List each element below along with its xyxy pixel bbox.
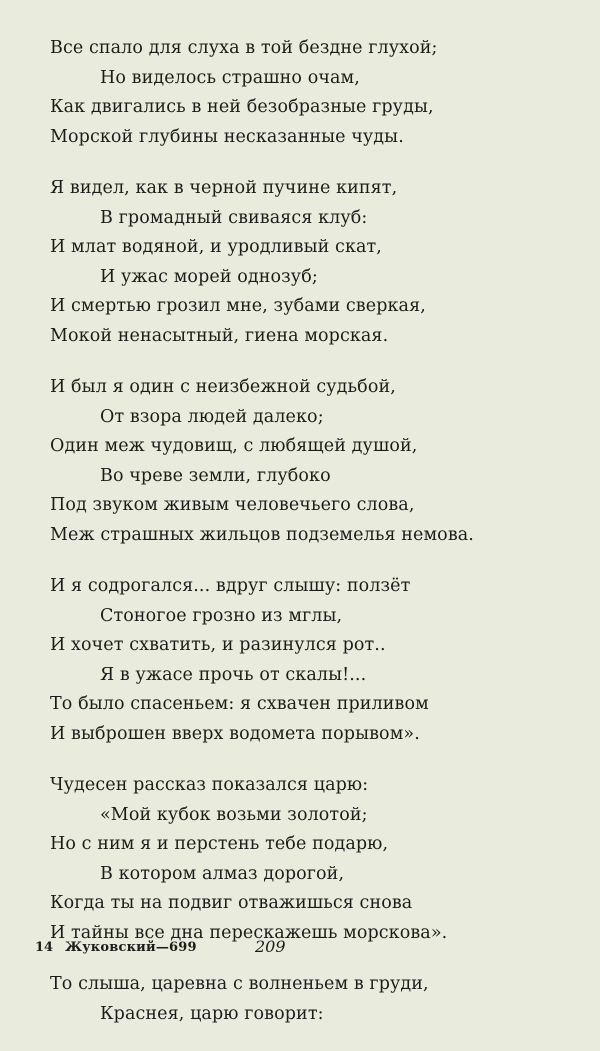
verse-line: Краснея, царю говорит: [100, 1003, 324, 1024]
stanza [50, 174, 580, 351]
verse-line: Как двигались в ней безобразные груды, [50, 97, 434, 117]
verse-line: Во чреве земли, глубоко [100, 465, 331, 486]
verse-line: И я содрогался... вдруг слышу: ползёт [50, 576, 411, 596]
verse-line: Мокой ненасытный, гиена морская. [50, 325, 389, 346]
verse-line: И тайны все дна перескажешь морскова». [50, 922, 448, 943]
printer-signature-number: 14 [35, 940, 54, 955]
verse-line: И хочет схватить, и разинулся рот.. [50, 635, 386, 655]
verse-line: И выброшен вверх водомета порывом». [50, 723, 420, 744]
verse-line: «Мой кубок возьми золотой; [100, 804, 368, 825]
verse-line: Когда ты на подвиг отважишься снова [50, 893, 413, 913]
verse-line: Но виделось страшно очам, [100, 67, 360, 88]
verse-line: Стоногое грозно из мглы, [100, 605, 343, 626]
verse-line: Под звуком живым человечьего слова, [50, 495, 415, 515]
verse-line: Я видел, как в черной пучине кипят, [50, 178, 398, 198]
verse-line: Меж страшных жильцов подземелья немова. [50, 524, 474, 545]
stanza [50, 34, 580, 152]
verse-line: Я в ужасе прочь от скалы!... [100, 664, 367, 685]
verse-line: Чудесен рассказ показался царю: [50, 775, 369, 795]
verse-line: И млат водяной, и уродливый скат, [50, 237, 382, 257]
verse-line: И ужас морей однозуб; [100, 266, 318, 287]
poem-text [50, 34, 580, 1051]
verse-line: Один меж чудовищ, с любящей душой, [50, 436, 418, 456]
verse-line: Но с ним я и перстень тебе подарю, [50, 834, 389, 854]
verse-line: То было спасеньем: я схвачен приливом [50, 694, 429, 714]
verse-line: Все спало для слуха в той бездне глухой; [50, 38, 438, 58]
verse-line: То слыша, царевна с волненьем в груди, [50, 974, 429, 994]
page-number: 209 [255, 937, 286, 956]
stanza [50, 373, 580, 550]
verse-line: Морской глубины несказанные чуды. [50, 126, 404, 147]
verse-line: В котором алмаз дорогой, [100, 863, 345, 884]
printer-signature-label: Жуковский—699 [65, 940, 197, 955]
page-footer [35, 937, 575, 961]
stanza [50, 970, 580, 1029]
verse-line: И смертью грозил мне, зубами сверкая, [50, 296, 426, 316]
stanza [50, 572, 580, 749]
verse-line: В громадный свиваяся клуб: [100, 207, 368, 228]
stanza [50, 771, 580, 948]
verse-line: От взора людей далеко; [100, 406, 324, 427]
verse-line: И был я один с неизбежной судьбой, [50, 377, 396, 397]
